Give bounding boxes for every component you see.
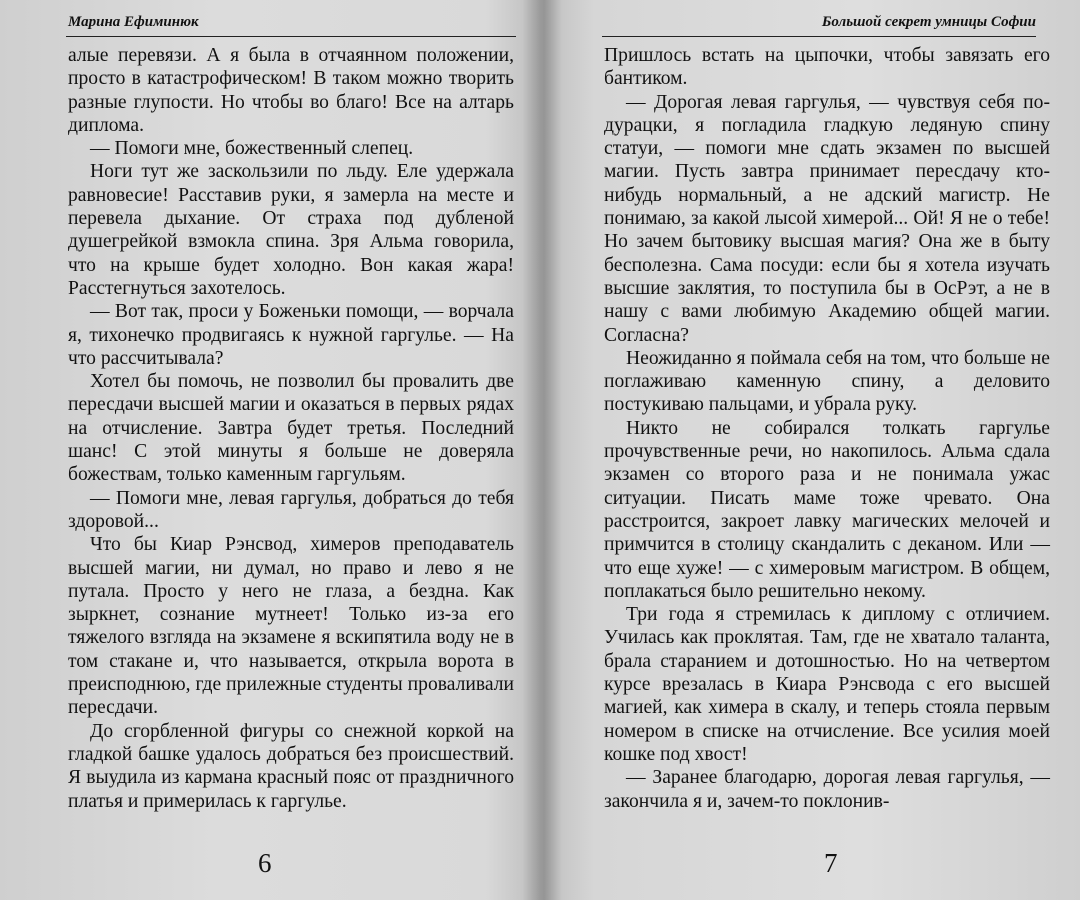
right-body-text bbox=[604, 44, 1050, 813]
left-header-rule bbox=[66, 36, 516, 37]
left-running-head: Марина Ефиминюк bbox=[68, 14, 199, 30]
left-paragraph-5: Хотел бы помочь, не позволил бы провалить две пересдачи высшей магии и оказаться в первых рядах на отчисление. Завтра будет третья. Последний шанс! С этой минуты я больше не доверяла божествам, только каменным гаргульям. bbox=[68, 371, 514, 486]
left-paragraph-3: Ноги тут же заскользили по льду. Еле удержала равновесие! Расставив руки, я замерла на месте и перевела дыхание. От страха под дубленой душегрейкой взмокла спина. Зря Альма говорила, что на крыше будет холодно. Вон какая жара! Расстегнуться захотелось. bbox=[68, 161, 514, 299]
left-body-text bbox=[68, 44, 514, 813]
right-paragraph-4: Никто не собирался толкать гаргулье прочувственные речи, но накопилось. Альма сдала экзамен со второго раза и не понимала ужас ситуации. Писать маме тоже чревато. Она расстроится, закроет лавку магических мелочей и примчится в столицу скандалить с деканом. Или — что еще хуже! — с химеровым магистром. В общем, поплакаться было решительно некому. bbox=[604, 417, 1050, 602]
right-page-number: 7 bbox=[824, 848, 838, 878]
right-paragraph-6: — Заранее благодарю, дорогая левая гаргулья, — закончила я и, зачем-то поклонив- bbox=[604, 767, 1050, 812]
right-header-rule bbox=[602, 36, 1036, 37]
right-page bbox=[540, 0, 1080, 900]
left-paragraph-7: Что бы Киар Рэнсвод, химеров преподаватель высшей магии, ни думал, но право и лево я не путала. Просто у него не глаза, а бездна. Как зыркнет, сознание мутнеет! Только из-за его тяжелого взгляда на экзамене я вскипятила воду не в том стакане и, что называется, открыла ворота в преисподнюю, где прилежные студенты проваливали пересдачи. bbox=[68, 534, 514, 719]
left-paragraph-2: — Помоги мне, божественный слепец. bbox=[90, 138, 414, 160]
left-page-number: 6 bbox=[258, 848, 272, 878]
left-paragraph-6: — Помоги мне, левая гаргулья, добраться до тебя здоровой... bbox=[68, 487, 514, 532]
right-paragraph-1: Пришлось встать на цыпочки, чтобы завязать его бантиком. bbox=[604, 45, 1050, 90]
right-running-head: Большой секрет умницы Софии bbox=[821, 14, 1036, 30]
right-paragraph-2: — Дорогая левая гаргулья, — чувствуя себя по-дурацки, я погладила гладкую ледяную спину статуи, — помоги мне сдать экзамен по высшей магии. Пусть завтра принимает пересдачу кто-нибудь нормальный, а не адский магистр. Не понимаю, за какой лысой химерой... Ой! Я не о тебе! Но зачем бытовику высшая магия? Она же в быту бесполезна. Сама посуди: если бы я хотела изучать высшие заклятия, то поступила бы в ОсРэт, а не в нашу с вами любимую Академию общей магии. Согласна? bbox=[604, 91, 1050, 346]
left-paragraph-4: — Вот так, проси у Боженьки помощи, — ворчала я, тихонечко продвигаясь к нужной гаргулье. — На что рассчитывала? bbox=[68, 301, 514, 369]
left-paragraph-8: До сгорбленной фигуры со снежной коркой на гладкой башке удалось добраться без происшествий. Я выудила из кармана красный пояс от праздничного платья и примерилась к гаргулье. bbox=[68, 720, 514, 812]
right-paragraph-3: Неожиданно я поймала себя на том, что больше не поглаживаю каменную спину, а деловито постукиваю пальцами, и убрала руку. bbox=[604, 347, 1050, 416]
right-paragraph-5: Три года я стремилась к диплому с отличием. Училась как проклятая. Там, где не хватало таланта, брала старанием и дотошностью. Но на четвертом курсе врезалась в Киара Рэнсвода с его высшей магией, как химера в скалу, и теперь стояла первым номером в списке на отчисление. Все усилия моей кошке под хвост! bbox=[604, 604, 1050, 765]
left-paragraph-1: алые перевязи. А я была в отчаянном положении, просто в катастрофическом! В таком можно творить разные глупости. Но чтобы во благо! Все на алтарь диплома. bbox=[68, 45, 514, 136]
